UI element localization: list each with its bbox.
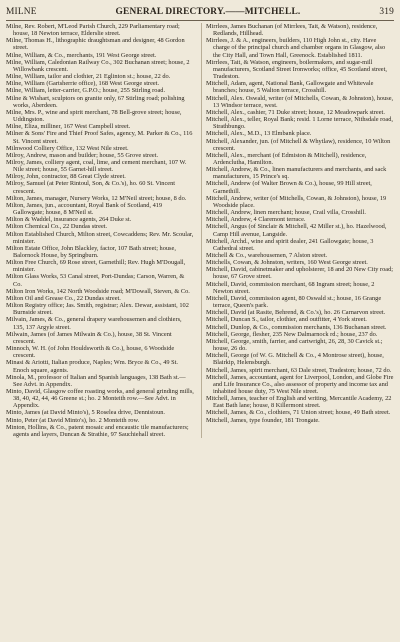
directory-entry: Milroy, James, colliery agent, coal, lime, and cement merchant, 107 W. Nile street; house, 55 Garnet-hill street. [6,158,187,174]
directory-entry: Milne, William, & Co., merchants, 191 West George street. [6,51,157,59]
page-number: 319 [379,7,394,17]
directory-entry: Mirrlees, J. & A., engineers, builders, 110 High John st., city. Have charge of the principal church and chamber organs in Glasgow, also the City Hall, and Town Hall, Greenock. Established 1811. [206,37,386,59]
directory-entry: Mitchell, George, flesher, 235 New Dalmarnock rd.; house, 237 do. [206,330,378,338]
left-column [6,23,194,438]
directory-entry: Milnwood Colliery Office, 132 West Nile street. [6,144,129,152]
directory-entry: Mitchell, Andrew (of Walter Brown & Co.), house, 99 Hill street, Garnethill. [206,180,372,195]
directory-entry: Mitchell, David, commission agent, 80 Oswald st.; house, 16 Grange terrace, Queen's park. [206,294,382,310]
directory-entry: Milvain, James, & Co., general drapery warehousemen and clothiers, 135, 137 Argyle street. [6,316,182,331]
directory-entry: Mitchell, Archd., wine and spirit dealer, 241 Gallowgate; house, 3 Cathedral street. [206,237,374,252]
directory-entry: Mitchell, Alex. Oswald, writer (of Mitchells, Cowan, & Johnston), house, 13 Windsor terrace, west. [206,94,394,109]
directory-entry: Milroy, John, contractor, 88 Great Clyde street. [6,173,126,181]
directory-entry: Milroy, Samuel (at Peter Rintoul, Son, & Co.'s), ho. 60 St. Vincent crescent. [6,180,176,195]
directory-entry: Mitchell, James, accountant, agent for Liverpool, London, and Globe Fire and Life Insurance Co., also assessor of property and income tax and inhabited house duty, 75 West Nile street. [206,373,394,395]
directory-entry: Minasi & Ariotti, Italian produce, Naples; Wm. Bryce & Co., 49 St. Enoch square, agents. [6,359,179,374]
directory-entry: Mitchell, Andrew, 4 Claremont terrace. [206,216,306,224]
page-header [6,6,394,21]
directory-entry: Mirrlees, James Buchanan (of Mirrlees, Tait, & Watson), residence, Redlands, Hillhead. [206,23,378,38]
directory-entry: Milroy, Andrew, mason and builder; house, 55 Grove street. [6,151,159,159]
directory-entry: Mitchell, Alex., cashier, 71 Duke street; house, 12 Meadowpark street. [206,108,385,116]
directory-entry: Milton Glass Works, 53 Canal street, Port-Dundas; Carson, Warren, & Co. [6,273,185,288]
directory-entry: Mitchell, George (of W. G. Mitchell & Co., 4 Montrose street), house, Blairkip, Helensburgh. [206,352,384,367]
directory-entry: Milne, William, Caledonian Railway Co., 302 Buchanan street; house, 2 Willowbank crescent. [6,58,190,73]
directory-entry: Milne, William (Gartsherrie office), 168 West George street. [6,80,160,88]
page-title: GENERAL DIRECTORY.——MITCHELL. [115,7,301,17]
directory-entry: Mitchell, David, cabinetmaker and upholsterer, 18 and 20 New City road; house, 67 Grove street. [206,266,394,281]
directory-entry: Minnoch, W. H. (of John Houldsworth & Co.), house, 6 Woodside crescent. [6,345,175,360]
directory-entry: Minton, Hollins, & Co., patent mosaic and encaustic tile manufacturers; agents and layers, Duncan & Strathie, 97 Sauchiehall street. [6,423,189,438]
directory-entry: Mitchell, David (at Rasite, Behrend, & Co.'s), ho. 26 Carnarvon street. [206,309,386,317]
directory-entry: Milne, Eliza, milliner, 167 West Campbell street. [6,123,131,131]
directory-entry: Milton & Waddel, insurance agents, 264 Duke st. [6,216,132,224]
directory-entry: Minto, David, Glasgow coffee roasting works, and general grinding mills, 38, 40, 42, 44, 46 Greene st.; ho. 2 Monteith row.—See Advt. in Appendix. [6,387,194,410]
directory-entry: Milton Free Church, 69 Rose street, Garnethill; Rev. Hugh M'Dougall, minister. [6,259,186,274]
directory-entry: Mitchell, James, type founder, 181 Trongate. [206,416,320,424]
directory-entry: Minto, Peter (at David Minto's), ho. 2 Monteith row. [6,416,140,424]
directory-columns [6,23,394,438]
directory-entry: Milton, James, manager, Nursery Works, 12 M'Neil street; house, 8 do. [6,194,187,202]
directory-entry: Milne, Mrs. P., wine and spirit merchant, 78 Bell-grove street; house, Uddingston. [6,108,182,124]
directory-entry: Mitchell, Dunlop, & Co., commission merchants, 136 Buchanan street. [206,323,387,331]
directory-entry: Milne & Wishart, sculptors on granite only, 67 Stirling road; polishing works, Aberdeen. [6,94,185,109]
directory-entry: Mitchell, George, smith, farrier, and cartwright, 26, 28, 30 Cavick st.; house, 26 do. [206,337,383,353]
directory-entry: Mitchell, Alexander, jun. (of Mitchell & Whytlaw), residence, 10 Wilton crescent. [206,137,391,152]
directory-entry: Minola, M., professor of Italian and Spanish languages, 138 Bath st.—See Advt. in Appendix. [6,373,186,388]
directory-entry: Milton Chemical Co., 22 Dundas street. [6,223,108,231]
directory-entry: Milton Oil and Grease Co., 22 Dundas street. [6,294,121,302]
directory-entry: Mitchell, Alex., merchant (of Edmiston & Mitchell), residence, Ardenclutha, Hamilton. [206,151,367,166]
directory-entry: Milwain, James (of James Milwain & Co.), house, 38 St. Vincent crescent. [6,330,172,345]
directory-entry: Milton Estate Office, John Blackley, factor, 107 Bath street; house, Balornock House, by Springburn. [6,244,176,259]
directory-entry: Milne, William, tailor and clothier, 21 Eglinton st.; house, 22 do. [6,73,171,81]
directory-entry: Mitchell, Andrew, linen merchant; house, Crail villa, Crosshill. [206,209,366,217]
directory-entry: Mitchell, Andrew, writer (of Mitchells, Cowan, & Johnston), house, 19 Woodside place. [206,194,387,209]
directory-entry: Mitchell, James, teacher of English and writing, Mercantile Academy, 22 East Bath lane; house, 8 Killermont street. [206,395,392,410]
directory-entry: Mitchell, Andrew, & Co., linen manufacturers and merchants, and sack manufacturers, 15 Prince's sq. [206,166,387,181]
directory-entry: Mirrlees, Tait, & Watson, engineers, boilermakers, and sugar-mill manufacturers, Scotland Street Ironworks; office, 45 Scotland street, Tradeston. [206,58,387,81]
directory-entry: Mitchell, David, commission merchant, 68 Ingram street; house, 2 Newton street. [206,280,375,295]
right-column [201,23,394,438]
directory-entry: Mitchell, James, spirit merchant, 63 Dale street, Tradeston; house, 72 do. [206,366,392,374]
directory-entry: Mitchells, Cowan, & Johnston, writers, 160 West George street. [206,259,368,267]
directory-entry: Mitchell, James, & Co., clothiers, 71 Union street; house, 49 Bath street. [206,409,391,417]
directory-entry: Minto, James (at David Minto's), 5 Roselea drive, Dennistoun. [6,409,166,417]
directory-entry: Milne, Rev. Robert, M'Leod Parish Church, 229 Parliamentary road; house, 18 Newton terrace, Elderslie street. [6,23,180,38]
directory-entry: Mitchell, Adam, agent, National Bank, Gallowgate and Whitevale branches; house, 5 Walton terrace, Crosshill. [206,80,374,95]
directory-entry: Milton Iron Works, 142 North Woodside road; M'Dowall, Steven, & Co. [6,287,190,295]
directory-entry: Milne, Thomas H., lithographic draughtsman and designer, 48 Gordon street. [6,37,185,52]
directory-entry: Milner & Sons' Fire and Thief Proof Safes, agency, M. Parker & Co., 116 St. Vincent street. [6,130,193,145]
directory-entry: Mitchell, Alex., teller, Royal Bank; resid. 1 Lorne terrace, Nithsdale road, Strathbungo. [206,116,394,131]
directory-entry: Mitchell & Co., warehousemen, 7 Alston street. [206,252,328,259]
header-left: MILNE [6,7,37,17]
directory-entry: Milton Registry office; Jas. Smith, registrar; Alex. Dewar, assistant, 102 Burnside street. [6,302,189,317]
directory-entry: Milton Established Church, Milton street, Cowcaddens; Rev. Mr. Scoular, minister. [6,230,194,245]
directory-entry: Milne, William, letter-carrier, G.P.O.; house, 255 Stirling road. [6,87,166,95]
directory-entry: Mitchell, Alex., M.D., 13 Elmbank place. [206,130,312,138]
directory-entry: Mitchell, Duncan S., tailor, clothier, and outfitter, 4 York street. [206,316,367,324]
directory-entry: Mitchell, Angus (of Sinclair & Mitchell, 42 Miller st.), ho. Hazelwood, Camp Hill avenue, Langside. [206,223,387,238]
directory-entry: Milton, James, jun., accountant, Royal Bank of Scotland, 419 Gallowgate; house, 8 M'Neil st. [6,201,163,217]
